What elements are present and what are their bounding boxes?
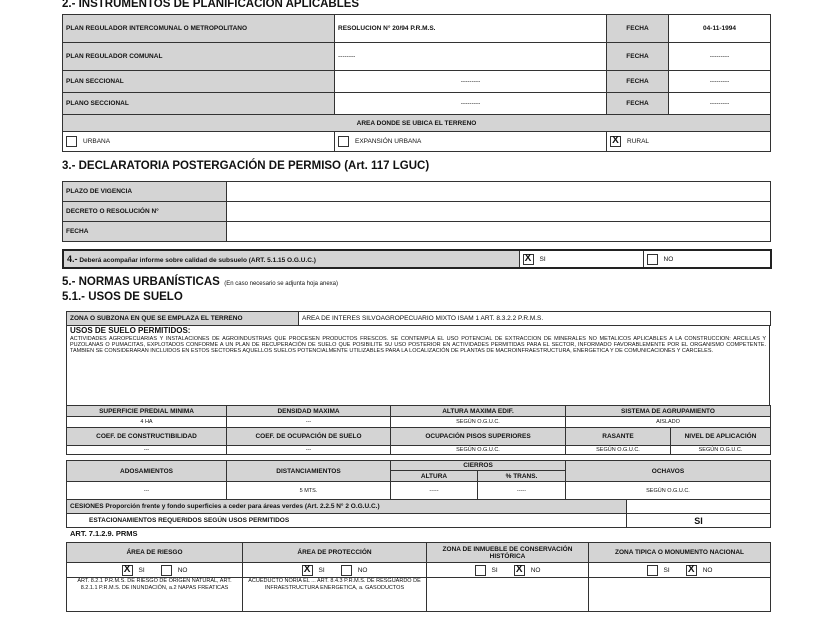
header-cell: ZONA TIPICA O MONUMENTO NACIONAL: [589, 543, 771, 563]
area-table: [62, 114, 771, 152]
header-cell: ALTURA: [391, 471, 478, 482]
header-cell: COEF. DE CONSTRUCTIBILIDAD: [67, 428, 227, 446]
estacionamientos-label: ESTACIONAMIENTOS REQUERIDOS SEGÚN USOS PERMITIDOS: [67, 514, 627, 528]
cesiones-label: CESIONES: [70, 503, 104, 510]
row-value: --------: [335, 43, 607, 71]
header-cell: ZONA DE INMUEBLE DE CONSERVACIÓN HISTÓRICA: [427, 543, 589, 563]
zona-label: ZONA O SUBZONA EN QUE SE EMPLAZA EL TERRENO: [67, 312, 299, 326]
header-cell: ÁREA DE RIESGO: [67, 543, 243, 563]
row-label: PLAN SECCIONAL: [63, 71, 335, 93]
subsuelo-si-checkbox[interactable]: X: [523, 254, 534, 265]
cesiones-value: [627, 500, 771, 514]
proteccion-si-checkbox[interactable]: X: [302, 565, 313, 576]
option-label: NO: [357, 566, 368, 574]
value-cell: SEGÚN O.G.U.C.: [566, 446, 671, 455]
monumento-text: [589, 578, 771, 612]
header-cell: OCHAVOS: [566, 461, 771, 482]
art-label: ART. 7.1.2.9. PRMS: [70, 529, 138, 538]
option-urbana: [63, 132, 335, 152]
value-cell: SEGÚN O.G.U.C.: [566, 482, 771, 500]
normas-table: [66, 405, 771, 455]
header-cell: RASANTE: [566, 428, 671, 446]
urbana-checkbox[interactable]: [66, 136, 77, 147]
table-row: [63, 202, 771, 222]
fecha-value: ---------: [669, 93, 771, 115]
value-cell: SEGÚN O.G.U.C.: [391, 446, 566, 455]
option-label: NO: [530, 566, 541, 574]
option-label: NO: [702, 566, 713, 574]
row-label: PLAZO DE VIGENCIA: [63, 182, 227, 202]
table-row: [63, 93, 771, 115]
option-label: RURAL: [627, 138, 650, 145]
fecha-value: ---------: [669, 71, 771, 93]
section-4-number: 4.-: [67, 254, 78, 264]
subsuelo-table: [62, 249, 772, 269]
fecha-label: FECHA: [607, 15, 669, 43]
header-cell: DENSIDAD MAXIMA: [227, 406, 391, 417]
conservacion-no-checkbox[interactable]: X: [514, 565, 525, 576]
value-cell: ---: [67, 446, 227, 455]
usos-text: ACTIVIDADES AGROPECUARIAS Y INSTALACIONES DE AGROINDUSTRIAS QUE PROCESEN PRODUCTOS FRESCOS. SE CONTEMPLA EL USO POTENCIAL DE EXTRACCION DE MINERALES NO METALICOS APLICABLES A LA CONSTRUCCION: ARCILLAS Y PUZOLANAS O PUMACITAS, EXPLOTADOS CONFORME A UN PLAN DE RECUPERACIÓN DE SUELO QUE POSIBILITE SU USO POSTERIOR EN ACTIVIDADES PERMITIDAS PARA EL SECTOR, INFORMADO FAVORABLEMENTE POR EL ORGANISMO COMPETENTE. TAMBIEN SE CONSIDERARAN INCLUIDOS EN ESTOS SECTORES AQUELLOS SUELOS POTENCIALMENTE UTILIZABLES PARA LA LOCALIZACIÓN DE PLANTAS DE MACROINFRAESTRUCTURA, ENERGETICA Y DE COMUNICACIONES Y CARCELES.: [70, 336, 766, 355]
option-label: SI: [491, 566, 498, 574]
riesgo-table: [66, 542, 771, 612]
usos-box: [66, 325, 770, 406]
monumento-options: [589, 563, 771, 578]
monumento-si-checkbox[interactable]: [647, 565, 658, 576]
conservacion-options: [427, 563, 589, 578]
postergacion-table: [62, 181, 771, 242]
header-cell: SUPERFICIE PREDIAL MINIMA: [67, 406, 227, 417]
row-label: DECRETO O RESOLUCIÓN N°: [63, 202, 227, 222]
section-3-title: 3.- DECLARATORIA POSTERGACIÓN DE PERMISO (Art. 117 LGUC): [62, 160, 430, 172]
proteccion-text: ACUEDUCTO NORIA EL ... ART. 8.4.3 P.R.M.S. DE RESGUARDO DE INFRAESTRUCTURA ENERGETICA, a. GASODUCTOS: [243, 578, 427, 612]
fecha-label: FECHA: [607, 71, 669, 93]
subsuelo-no-checkbox[interactable]: [647, 254, 658, 265]
value-cell: ---: [67, 482, 227, 500]
value-cell: ---: [227, 446, 391, 455]
cesiones-cell: [67, 500, 627, 514]
value-cell: ---: [227, 417, 391, 428]
adosamientos-table: [66, 460, 771, 500]
value-cell: -----: [391, 482, 478, 500]
row-label: PLAN REGULADOR COMUNAL: [63, 43, 335, 71]
option-label: SI: [318, 566, 325, 574]
rural-checkbox[interactable]: X: [610, 136, 621, 147]
row-label: FECHA: [63, 222, 227, 242]
section-5-heading: [62, 272, 338, 290]
subsuelo-text: Deberá acompañar informe sobre calidad de subsuelo (ART. 5.1.15 O.G.U.C.): [79, 257, 316, 264]
riesgo-si-checkbox[interactable]: X: [122, 565, 133, 576]
value-cell: 4 HA: [67, 417, 227, 428]
row-label: PLAN REGULADOR INTERCOMUNAL O METROPOLITANO: [63, 15, 335, 43]
fecha-label: FECHA: [607, 43, 669, 71]
header-cell: ADOSAMIENTOS: [67, 461, 227, 482]
fecha-value: ---------: [669, 43, 771, 71]
value-cell: 5 MTS.: [227, 482, 391, 500]
header-cell: COEF. DE OCUPACIÓN DE SUELO: [227, 428, 391, 446]
row-value: RESOLUCION N° 20/94 P.R.M.S.: [335, 15, 607, 43]
row-value[interactable]: [227, 182, 771, 202]
expansion-checkbox[interactable]: [338, 136, 349, 147]
header-cell: CIERROS: [391, 461, 566, 471]
option-label: SI: [539, 255, 546, 263]
header-cell: ÁREA DE PROTECCIÓN: [243, 543, 427, 563]
section-5-title: 5.- NORMAS URBANÍSTICAS: [62, 276, 220, 288]
header-cell: SISTEMA DE AGRUPAMIENTO: [566, 406, 771, 417]
conservacion-text: [427, 578, 589, 612]
zona-value: AREA DE INTERES SILVOAGROPECUARIO MIXTO ISAM 1 ART. 8.3.2.2 P.R.M.S.: [299, 312, 771, 326]
option-expansion: [335, 132, 607, 152]
option-label: EXPANSIÓN URBANA: [355, 138, 422, 145]
riesgo-text: ART. 8.2.1 P.R.M.S. DE RIESGO DE ORIGEN NATURAL, ART. 8.2.1.1 P.R.M.S. DE INUNDACIÓN, a.2 NAPAS FREATICAS: [67, 578, 243, 612]
value-cell: SEGÚN O.G.U.C.: [671, 446, 771, 455]
table-row: [63, 71, 771, 93]
header-cell: DISTANCIAMIENTOS: [227, 461, 391, 482]
header-cell: NIVEL DE APLICACIÓN: [671, 428, 771, 446]
option-rural: [607, 132, 771, 152]
value-cell: SEGÚN O.G.U.C.: [391, 417, 566, 428]
table-row: [63, 222, 771, 242]
row-value[interactable]: [227, 202, 771, 222]
header-cell: ALTURA MAXIMA EDIF.: [391, 406, 566, 417]
planning-instruments-table: [62, 14, 771, 115]
conservacion-si-checkbox[interactable]: [475, 565, 486, 576]
estacionamientos-value: SI: [627, 514, 771, 528]
row-label: PLANO SECCIONAL: [63, 93, 335, 115]
usos-title: USOS DE SUELO PERMITIDOS:: [70, 326, 191, 335]
section-5-note: (En caso necesario se adjunta hoja anexa): [224, 281, 339, 287]
proteccion-no-checkbox[interactable]: [341, 565, 352, 576]
option-label: URBANA: [83, 138, 111, 145]
subsuelo-label: [63, 250, 519, 268]
row-value: ---------: [335, 71, 607, 93]
table-row: [63, 182, 771, 202]
fecha-value: 04-11-1994: [669, 15, 771, 43]
option-label: NO: [177, 566, 188, 574]
monumento-no-checkbox[interactable]: X: [686, 565, 697, 576]
option-no: [643, 250, 771, 268]
option-label: SI: [138, 566, 145, 574]
zona-table: [66, 311, 771, 326]
row-value[interactable]: [227, 222, 771, 242]
fecha-label: FECHA: [607, 93, 669, 115]
riesgo-no-checkbox[interactable]: [161, 565, 172, 576]
option-label: NO: [663, 255, 674, 263]
option-label: SI: [663, 566, 670, 574]
area-header: AREA DONDE SE UBICA EL TERRENO: [63, 115, 771, 132]
riesgo-options: [67, 563, 243, 578]
table-row: [63, 43, 771, 71]
value-cell: AISLADO: [566, 417, 771, 428]
value-cell: -----: [478, 482, 566, 500]
cesiones-table: [66, 499, 771, 528]
proteccion-options: [243, 563, 427, 578]
cesiones-text: Proporción frente y fondo superficies a ceder para áreas verdes (Art. 2.2.5 N° 2 O.G.U.C.): [105, 503, 380, 510]
row-value: ---------: [335, 93, 607, 115]
table-row: [63, 15, 771, 43]
section-5-1-title: 5.1.- USOS DE SUELO: [62, 291, 183, 303]
option-si: [519, 250, 643, 268]
header-cell: OCUPACIÓN PISOS SUPERIORES: [391, 428, 566, 446]
section-2-title: 2.- INSTRUMENTOS DE PLANIFICACION APLICABLES: [62, 0, 360, 10]
header-cell: % TRANS.: [478, 471, 566, 482]
